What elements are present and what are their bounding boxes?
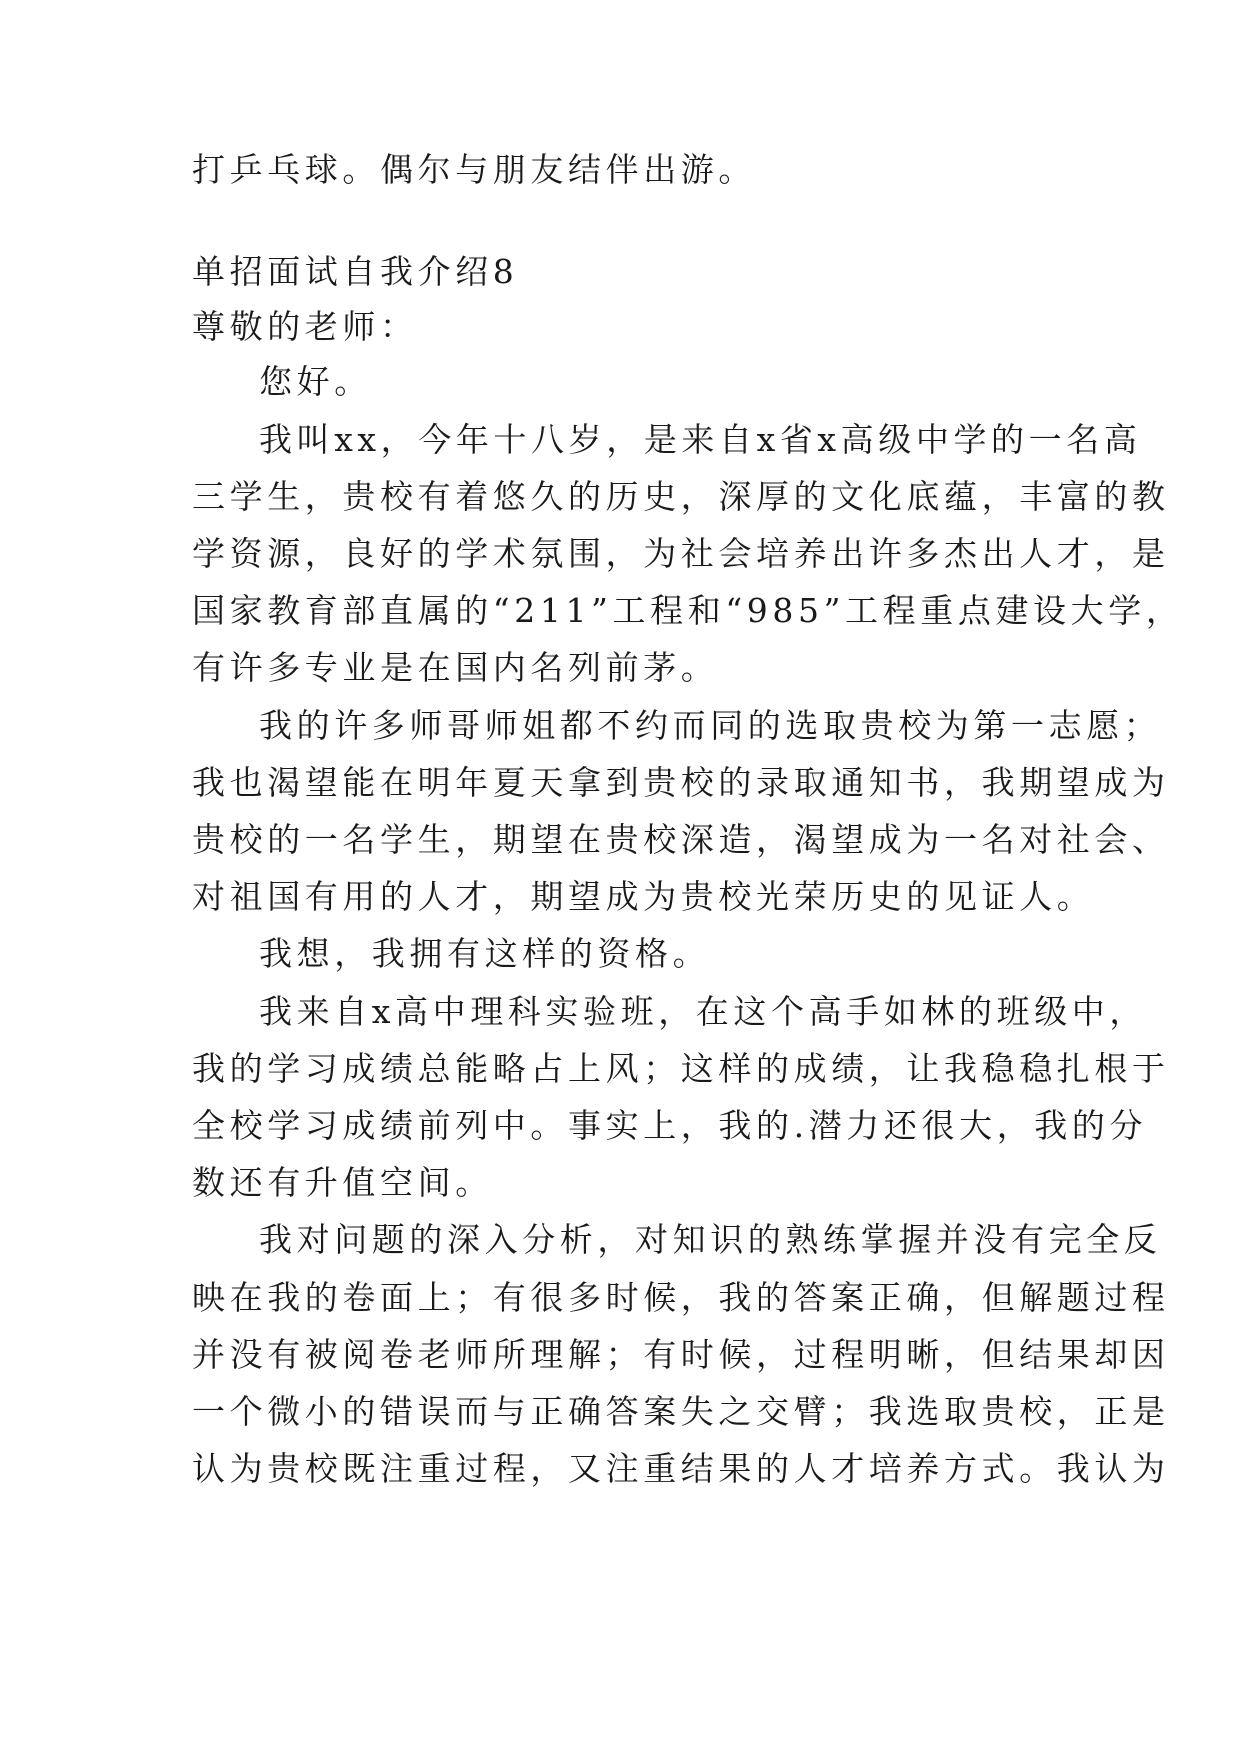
salutation: 尊敬的老师： [192, 307, 418, 346]
paragraph-line: 我也渴望能在明年夏天拿到贵校的录取通知书，我期望成为 [192, 763, 1170, 802]
paragraph-line: 我对问题的深入分析，对知识的熟练掌握并没有完全反 [259, 1220, 1162, 1259]
section-heading: 单招面试自我介绍8 [192, 252, 519, 291]
paragraph-line: 我想，我拥有这样的资格。 [259, 934, 711, 973]
paragraph-line: 贵校的一名学生，期望在贵校深造，渴望成为一名对社会、 [192, 820, 1170, 859]
paragraph-line: 我来自x高中理科实验班，在这个高手如林的班级中， [259, 992, 1148, 1031]
paragraph-line: 学资源，良好的学术氛围，为社会培养出许多杰出人才，是 [192, 534, 1170, 573]
paragraph-line: 认为贵校既注重过程，又注重结果的人才培养方式。我认为 [192, 1449, 1170, 1488]
paragraph-line: 我的许多师哥师姐都不约而同的选取贵校为第一志愿； [259, 706, 1162, 745]
paragraph-line: 映在我的卷面上；有很多时候，我的答案正确，但解题过程 [192, 1278, 1170, 1317]
paragraph-line: 对祖国有用的人才，期望成为贵校光荣历史的见证人。 [192, 877, 1095, 916]
paragraph-line: 我的学习成绩总能略占上风；这样的成绩，让我稳稳扎根于 [192, 1049, 1170, 1088]
greeting: 您好。 [259, 362, 372, 401]
paragraph-line: 打乒乓球。偶尔与朋友结伴出游。 [192, 150, 756, 189]
paragraph-line: 数还有升值空间。 [192, 1163, 493, 1202]
paragraph-line: 国家教育部直属的“211”工程和“985”工程重点建设大学， [192, 591, 1184, 630]
paragraph-line: 并没有被阅卷老师所理解；有时候，过程明晰，但结果却因 [192, 1335, 1170, 1374]
paragraph-line: 三学生，贵校有着悠久的历史，深厚的文化底蕴，丰富的教 [192, 477, 1170, 516]
paragraph-line: 我叫xx，今年十八岁，是来自x省x高级中学的一名高 [259, 420, 1142, 459]
paragraph-line: 有许多专业是在国内名列前茅。 [192, 648, 719, 687]
paragraph-line: 一个微小的错误而与正确答案失之交臂；我选取贵校，正是 [192, 1392, 1170, 1431]
paragraph-line: 全校学习成绩前列中。事实上，我的.潜力还很大，我的分 [192, 1106, 1148, 1145]
